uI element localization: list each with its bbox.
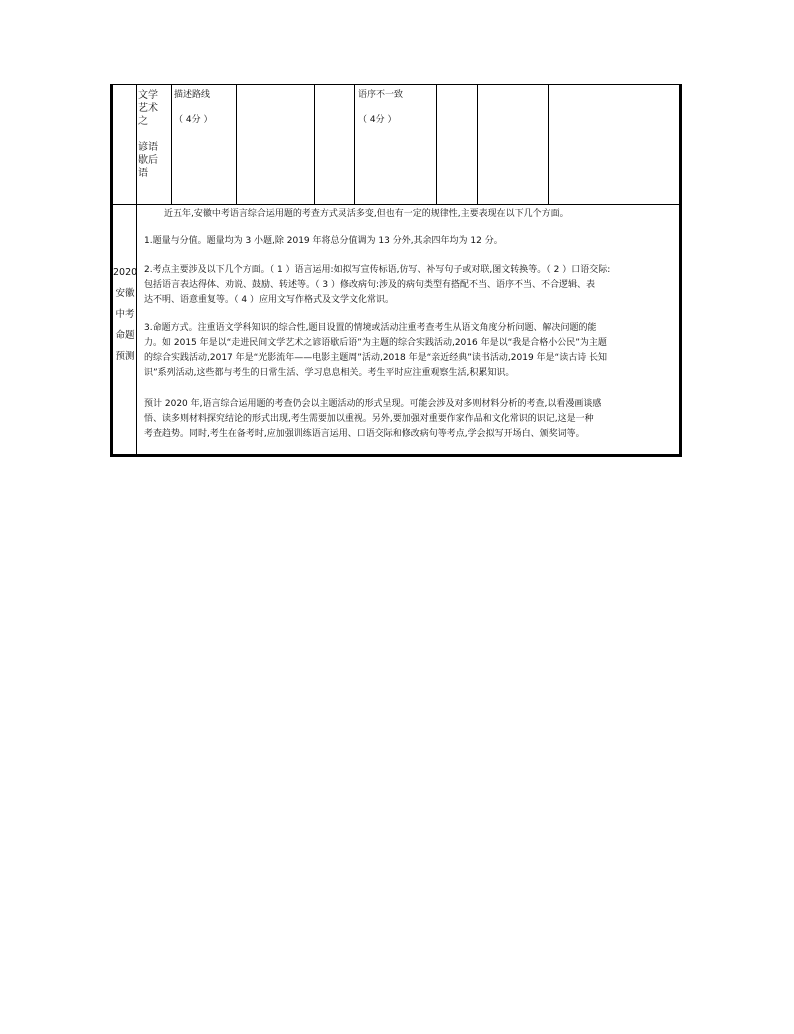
prediction-label-line: 2020 xyxy=(113,267,138,278)
paragraph-3 xyxy=(144,321,677,381)
row1-col-divider xyxy=(236,84,237,204)
row1-col-divider xyxy=(548,84,549,204)
category-line: 艺术 xyxy=(138,103,158,114)
prediction-label xyxy=(113,262,137,367)
row1-col-divider xyxy=(436,84,437,204)
paragraph-3-line: 识”系列活动,这些都与考生的日常生活、学习息息相关。考生平时应注重观察生活,积累知识。 xyxy=(144,368,515,378)
paragraph-2-line: 2.考点主要涉及以下几个方面。（ 1 ）语言运用:如拟写宣传标语,仿写、补写句子或对联,图文转换等。（ 2 ）口语交际: xyxy=(144,265,611,275)
row1-col-divider xyxy=(354,84,355,204)
row1-col-divider xyxy=(477,84,478,204)
paragraph-3-line: 3.命题方式。注重语文学科知识的综合性,题目设置的情境或活动注重考查考生从语文角度分析问题、解决问题的能 xyxy=(144,323,597,333)
paragraph-2-line: 达不明、语意重复等。（ 4 ）应用文写作格式及文学文化常识。 xyxy=(144,295,394,305)
route-score: （ 4分 ） xyxy=(174,115,213,125)
row1-col-divider xyxy=(314,84,315,204)
paragraph-3-line: 力。如 2015 年是以“走进民间文学艺术之谚语歇后语”为主题的综合实践活动,2016 年是以“我是合格小公民”为主题 xyxy=(144,338,607,348)
category-line: 歇后 xyxy=(138,155,158,166)
paragraph-2 xyxy=(144,263,677,308)
prediction-label-line: 预测 xyxy=(115,351,135,362)
category-line: 谚语 xyxy=(138,142,158,153)
paragraph-4 xyxy=(144,397,677,442)
order-score: （ 4分 ） xyxy=(358,115,397,125)
row-divider xyxy=(110,204,682,205)
table-right-border xyxy=(679,84,682,457)
prediction-label-line: 命题 xyxy=(115,330,135,341)
intro-paragraph: 近五年,安徽中考语言综合运用题的考查方式灵活多变,但也有一定的规律性,主要表现在以下几个方面。 xyxy=(164,209,569,219)
paragraph-3-line: 的综合实践活动,2017 年是“光影流年——电影主题周”活动,2018 年是“亲近经典”读书活动,2019 年是“读古诗 长知 xyxy=(144,353,608,363)
order-title: 语序不一致 xyxy=(358,90,404,100)
category-line: 文学 xyxy=(138,90,158,101)
table-bottom-border xyxy=(110,454,682,457)
paragraph-1: 1.题量与分值。题量均为 3 小题,除 2019 年将总分值调为 13 分外,其余四年均为 12 分。 xyxy=(144,236,503,246)
table-top-border xyxy=(110,84,682,85)
prediction-label-line: 中考 xyxy=(115,309,135,320)
row1-col-divider xyxy=(171,84,172,204)
category-label xyxy=(138,89,160,180)
paragraph-4-line: 考查趋势。同时,考生在备考时,应加强训练语言运用、口语交际和修改病句等考点,学会拟写开场白、颁奖词等。 xyxy=(144,429,585,439)
paragraph-2-line: 包括语言表达得体、劝说、鼓励、转述等。（ 3 ）修改病句:涉及的病句类型有搭配不当、语序不当、不合逻辑、表 xyxy=(144,280,595,290)
paragraph-4-line: 悟、读多则材料探究结论的形式出现,考生需要加以重视。另外,要加强对重要作家作品和文化常识的识记,这是一种 xyxy=(144,414,594,424)
category-spacer xyxy=(138,128,160,141)
category-line: 语 xyxy=(138,168,148,179)
prediction-label-line: 安徽 xyxy=(115,288,135,299)
route-title: 描述路线 xyxy=(174,90,211,100)
category-line: 之 xyxy=(138,116,148,127)
paragraph-4-line: 预计 2020 年,语言综合运用题的考查仍会以主题活动的形式呈现。可能会涉及对多则材料分析的考查,以看漫画谈感 xyxy=(144,399,602,409)
